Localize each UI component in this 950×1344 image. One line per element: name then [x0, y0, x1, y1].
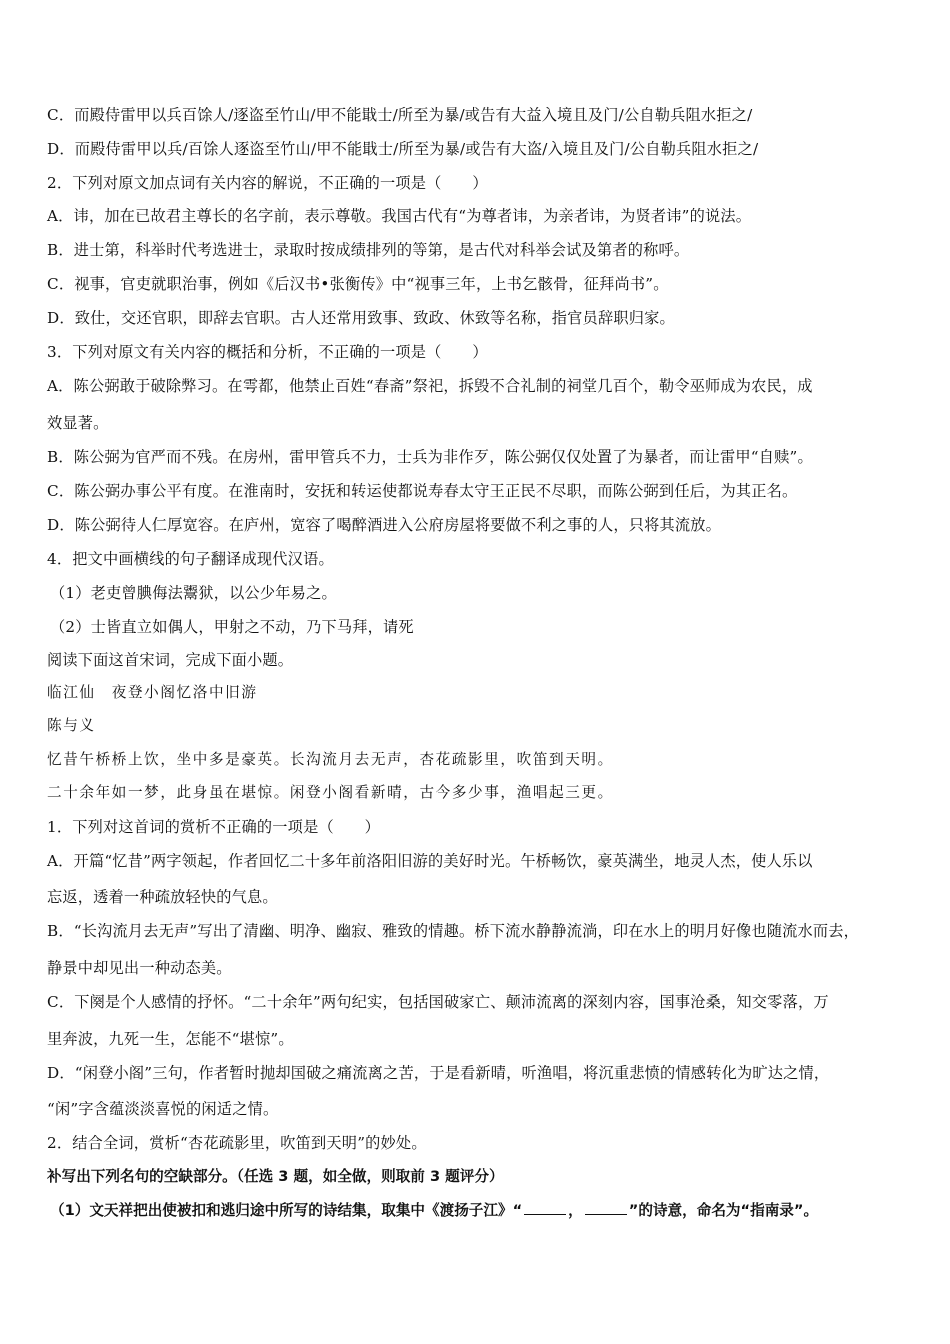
q1-option-d: D．而殿侍雷甲以兵/百馀人逐盗至竹山/甲不能戢士/所至为暴/或告有大盗/入境且及门/公自勒兵阻水拒之/ [47, 140, 759, 158]
poem-q1-option-c-line-2: 里奔波，九死一生，怎能不“堪惊”。 [47, 1030, 294, 1048]
q1-option-c: C．而殿侍雷甲以兵百馀人/逐盗至竹山/甲不能戢士/所至为暴/或告有大益入境且及门/公自勒兵阻水拒之/ [47, 106, 753, 124]
poem-title: 临江仙 夜登小阁忆洛中旧游 [47, 684, 258, 701]
poem-q1-option-d-line-1: D．“闲登小阁”三句，作者暂时抛却国破之痛流离之苦，于是看新晴，听渔唱，将沉重悲愤的情感转化为旷达之情， [47, 1064, 830, 1082]
poem-intro: 阅读下面这首宋词，完成下面小题。 [47, 651, 294, 669]
q4-sub-question-1: （1）老吏曾腆侮法鬻狱，以公少年易之。 [50, 584, 337, 602]
poem-q1-option-d-line-2: “闲”字含蕴淡淡喜悦的闲适之情。 [47, 1100, 279, 1118]
poem-q1-option-c-line-1: C．下阕是个人感情的抒怀。“二十余年”两句纪实，包括国破家亡、颠沛流离的深刻内容，国事沧桑，知交零落，万 [47, 993, 829, 1011]
fill-question-1 [50, 1200, 818, 1221]
poem-stanza-1: 忆昔午桥桥上饮，坐中多是豪英。长沟流月去无声，杏花疏影里，吹笛到天明。 [47, 751, 614, 768]
q2-option-c: C．视事，官吏就职治事，例如《后汉书•张衡传》中“视事三年，上书乞骸骨，征拜尚书”。 [47, 275, 669, 293]
q3-stem: 3．下列对原文有关内容的概括和分析，不正确的一项是（ ） [47, 343, 488, 361]
fill-question-1-separator: ， [568, 1202, 583, 1219]
poem-q1-option-b-line-1: B．“长沟流月去无声”写出了清幽、明净、幽寂、雅致的情趣。桥下流水静静流淌，印在水上的明月好像也随流水而去， [47, 922, 860, 940]
q3-option-d: D．陈公弼待人仁厚宽容。在庐州，宽容了喝醉酒进入公府房屋将要做不利之事的人，只将其流放。 [47, 516, 722, 534]
fill-question-1-prefix: （1）文天祥把出使被扣和逃归途中所写的诗结集，取集中《渡扬子江》“ [50, 1202, 523, 1219]
q3-option-a-line-1: A．陈公弼敢于破除弊习。在雩都，他禁止百姓“春斋”祭祀，拆毁不合礼制的祠堂几百个，勒令巫师成为农民，成 [47, 377, 813, 395]
poem-stanza-2: 二十余年如一梦，此身虽在堪惊。闲登小阁看新晴，古今多少事，渔唱起三更。 [47, 784, 614, 801]
poem-author: 陈与义 [47, 717, 96, 734]
q2-option-d: D．致仕，交还官职，即辞去官职。古人还常用致事、致政、休致等名称，指官员辞职归家。 [47, 309, 675, 327]
q3-option-a-line-2: 效显著。 [47, 414, 109, 432]
fill-section-title: 补写出下列名句的空缺部分。（任选 3 题，如全做，则取前 3 题评分） [47, 1168, 504, 1185]
q2-stem: 2．下列对原文加点词有关内容的解说，不正确的一项是（ ） [47, 174, 488, 192]
poem-q1-option-b-line-2: 静景中却见出一种动态美。 [47, 959, 232, 977]
fill-question-1-suffix: ”的诗意，命名为“指南录”。 [628, 1202, 819, 1219]
poem-q1-option-a-line-2: 忘返，透着一种疏放轻快的气息。 [47, 888, 278, 906]
q2-option-a: A．讳，加在已故君主尊长的名字前，表示尊敬。我国古代有“为尊者讳，为亲者讳，为贤者讳”的说法。 [47, 207, 752, 225]
fill-blank-2[interactable] [585, 1200, 627, 1215]
fill-blank-1[interactable] [524, 1200, 566, 1215]
q4-sub-question-2: （2）士皆直立如偶人，甲射之不动，乃下马拜，请死 [50, 618, 414, 636]
q3-option-c: C．陈公弼办事公平有度。在淮南时，安抚和转运使都说寿春太守王正民不尽职，而陈公弼到任后，为其正名。 [47, 482, 798, 500]
q2-option-b: B．进士第，科举时代考选进士，录取时按成绩排列的等第，是古代对科举会试及第者的称呼。 [47, 241, 690, 259]
poem-q2-stem: 2．结合全词，赏析“杏花疏影里，吹笛到天明”的妙处。 [47, 1134, 427, 1152]
poem-q1-option-a-line-1: A．开篇“忆昔”两字领起，作者回忆二十多年前洛阳旧游的美好时光。午桥畅饮，豪英满坐，地灵人杰，使人乐以 [47, 852, 813, 870]
poem-q1-stem: 1．下列对这首词的赏析不正确的一项是（ ） [47, 818, 381, 836]
q3-option-b: B．陈公弼为官严而不残。在房州，雷甲管兵不力，士兵为非作歹，陈公弼仅仅处置了为暴者，而让雷甲“自赎”。 [47, 448, 813, 466]
q4-stem: 4．把文中画横线的句子翻译成现代汉语。 [47, 550, 334, 568]
